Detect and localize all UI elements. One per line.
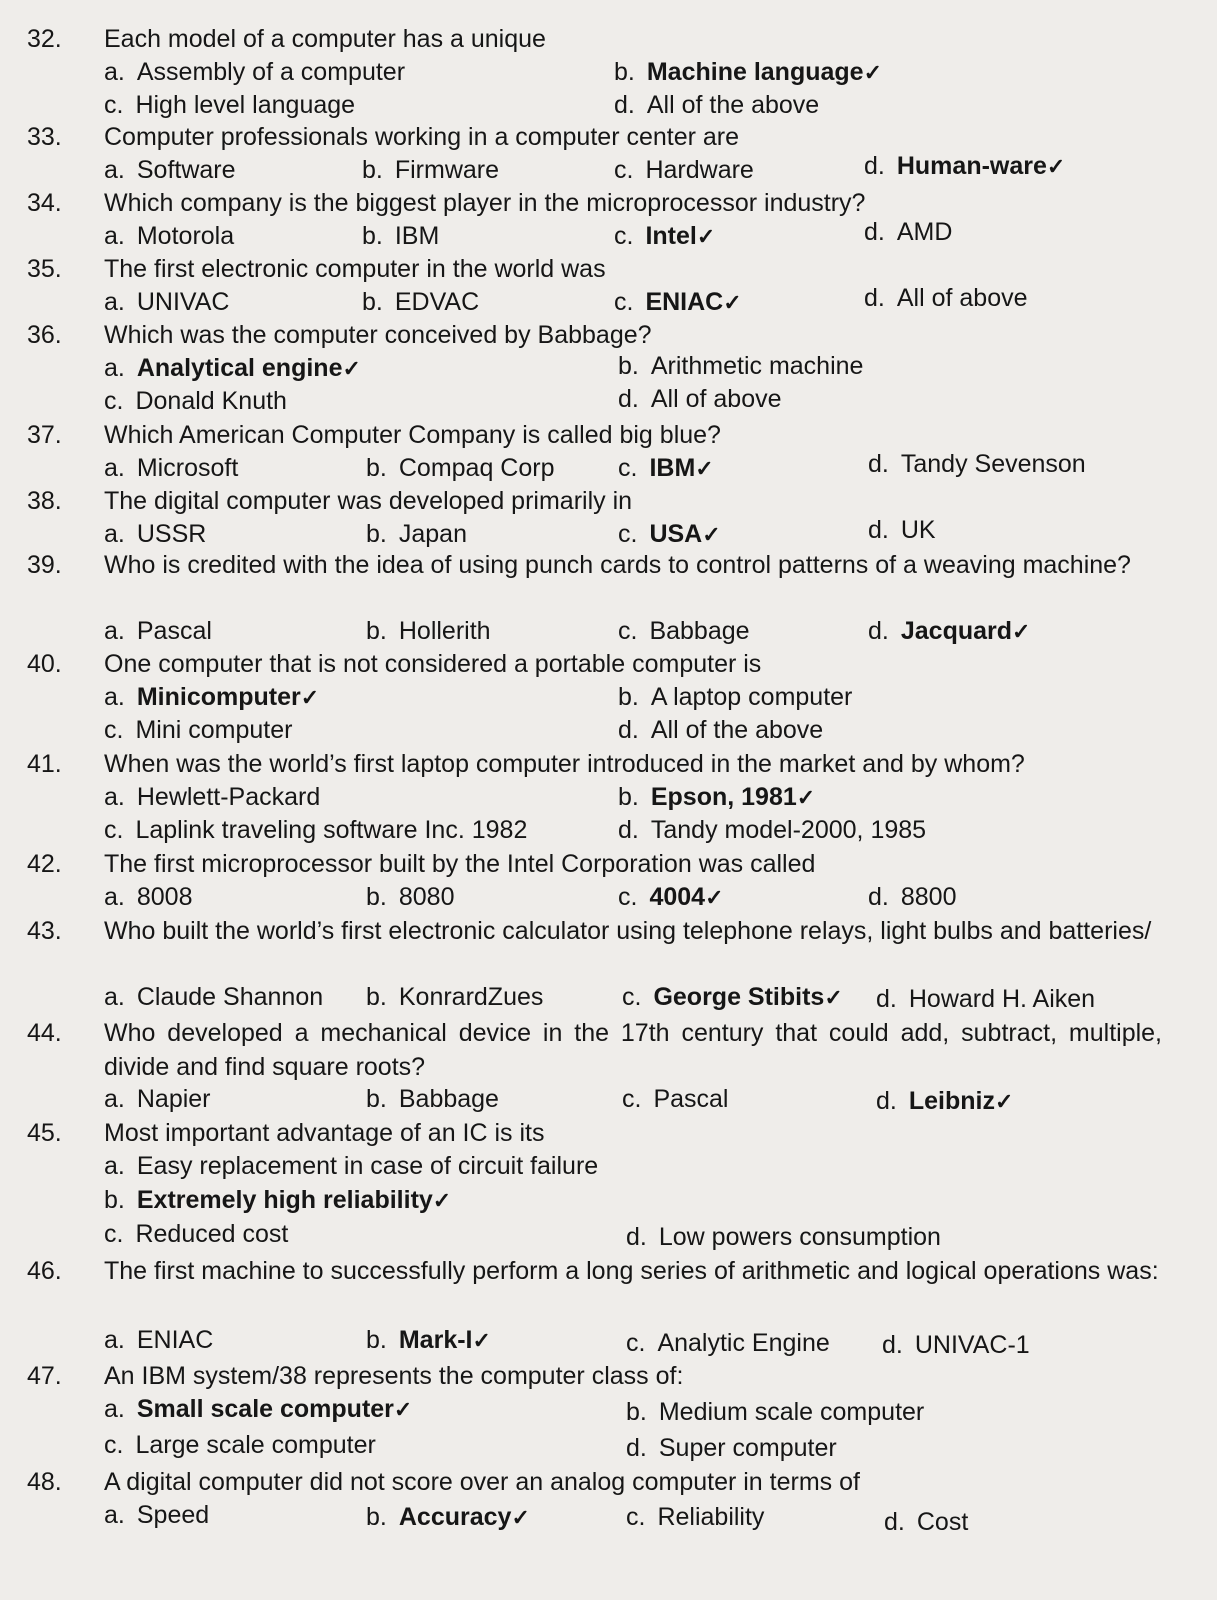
option-label: c. [614,156,634,184]
option-text: Large scale computer [135,1431,376,1459]
option-label: c. [618,454,638,482]
option-label: b. [618,783,639,811]
option-text: Motorola [136,222,235,250]
option-d [864,149,1065,184]
option-d [876,1084,1013,1119]
option-label: c. [104,816,124,844]
option-text: Hollerith [398,617,491,645]
option-a [104,780,320,814]
option-label: b. [366,883,387,911]
option-text: Laplink traveling software Inc. 1982 [135,816,528,844]
option-text: 8800 [900,883,957,911]
checkmark-icon: ✓ [695,456,714,481]
option-a [104,1149,598,1183]
option-label: d. [882,1331,903,1359]
checkmark-icon: ✓ [824,985,843,1010]
option-text: Intel [645,222,697,250]
option-label: d. [864,218,885,246]
option-text: Tandy model-2000, 1985 [650,816,927,844]
option-text: Babbage [649,617,750,645]
option-b [362,219,439,253]
option-text: Super computer [658,1434,837,1462]
question-text: An IBM system/38 represents the computer class of: [104,1362,684,1390]
option-a [104,285,229,319]
option-b [626,1395,924,1429]
option-text: Tandy Sevenson [900,450,1086,478]
option-text: Minicomputer [136,683,301,711]
option-label: a. [104,783,125,811]
option-d [868,880,956,914]
checkmark-icon: ✓ [393,1397,413,1422]
question-text: The first machine to successfully perform a long series of arithmetic and logical operations was: [104,1257,1159,1285]
option-text: AMD [896,218,953,246]
option-text: Donald Knuth [135,387,287,415]
option-a [104,1323,213,1357]
checkmark-icon: ✓ [1046,154,1066,179]
option-text: Pascal [136,617,212,645]
option-b [366,880,454,914]
option-label: b. [104,1186,125,1214]
option-c [614,285,742,320]
option-d [618,813,926,847]
option-a [104,517,206,551]
option-text: IBM [649,454,696,482]
option-c [104,88,355,122]
option-text: IBM [394,222,440,250]
question-text: Who built the world’s first electronic calculator using telephone relays, light bulbs and batteries/ [104,917,1152,945]
option-label: b. [366,1085,387,1113]
option-b [618,349,863,383]
option-label: a. [104,883,125,911]
question-text: One computer that is not considered a portable computer is [104,650,762,678]
option-label: c. [618,520,638,548]
checkmark-icon: ✓ [472,1328,491,1353]
option-text: Software [136,156,236,184]
option-label: a. [104,454,125,482]
option-text: UNIVAC-1 [914,1331,1030,1359]
option-label: d. [626,1434,647,1462]
option-text: Reliability [657,1503,765,1531]
option-text: Low powers consumption [658,1223,941,1251]
option-c [104,713,292,747]
option-text: Arithmetic machine [650,352,864,380]
option-label: d. [868,450,889,478]
option-label: b. [366,1326,387,1354]
question-number: 45. [27,1119,62,1147]
option-a [104,680,319,715]
option-label: a. [104,617,125,645]
option-text: Assembly of a computer [136,58,406,86]
option-label: a. [104,1501,125,1529]
option-label: b. [362,288,383,316]
option-text: Leibniz [908,1087,995,1115]
option-label: b. [362,156,383,184]
option-c [622,980,843,1015]
option-text: Jacquard [900,617,1013,645]
question-number: 43. [27,917,62,945]
option-text: All of above [896,284,1028,312]
option-label: d. [884,1508,905,1536]
option-text: Firmware [394,156,500,184]
checkmark-icon: ✓ [696,224,716,249]
option-c [104,813,527,847]
option-c [618,880,724,915]
option-text: Howard H. Aiken [908,985,1096,1013]
option-b [618,680,852,714]
option-label: a. [104,58,125,86]
option-b [104,1183,451,1218]
question-text: Who developed a mechanical device in the 17th century that could add, subtract, multiple, divide and find square roots? [104,1019,1162,1081]
checkmark-icon: ✓ [511,1505,530,1530]
option-text: USSR [136,520,207,548]
question-number: 33. [27,123,62,151]
option-label: d. [868,883,889,911]
option-b [366,980,543,1014]
option-d [864,215,952,249]
question-text: Which American Computer Company is called big blue? [104,421,721,449]
question-text: The digital computer was developed primarily in [104,487,633,515]
option-label: c. [622,983,642,1011]
option-c [618,614,750,648]
option-text: High level language [135,91,356,119]
option-text: Analytical engine [136,354,343,382]
option-d [614,88,819,122]
option-label: b. [626,1398,647,1426]
option-d [882,1328,1030,1362]
question-number: 46. [27,1257,62,1285]
option-text: EDVAC [394,288,480,316]
option-a [104,219,234,253]
option-b [614,55,882,90]
option-label: d. [868,617,889,645]
checkmark-icon: ✓ [723,290,742,315]
option-label: c. [618,883,638,911]
option-c [618,517,721,552]
option-label: d. [626,1223,647,1251]
option-text: 4004 [649,883,706,911]
option-d [868,614,1030,649]
option-a [104,614,212,648]
question-number: 42. [27,850,62,878]
option-text: Epson, 1981 [650,783,797,811]
option-b [366,1323,491,1358]
option-label: c. [614,222,634,250]
option-text: Hardware [645,156,754,184]
question-text: Which was the computer conceived by Babbage? [104,321,652,349]
question-number: 35. [27,255,62,283]
option-text: KonrardZues [398,983,544,1011]
option-b [366,1082,499,1116]
option-label: d. [618,385,639,413]
option-label: d. [618,816,639,844]
question-number: 38. [27,487,62,515]
option-label: b. [366,1503,387,1531]
option-text: Machine language [646,58,864,86]
checkmark-icon: ✓ [1012,619,1031,644]
option-text: Mark-I [398,1326,473,1354]
option-c [614,219,715,254]
option-a [104,1392,412,1427]
option-label: d. [614,91,635,119]
option-text: Japan [398,520,467,548]
option-label: a. [104,288,125,316]
option-a [104,1082,211,1116]
question-text: Who is credited with the idea of using punch cards to control patterns of a weaving machine? [104,551,1131,579]
option-label: a. [104,1326,125,1354]
option-label: c. [614,288,634,316]
option-label: b. [614,58,635,86]
option-text: Human-ware [896,152,1047,180]
option-text: ENIAC [136,1326,214,1354]
option-c [622,1082,729,1116]
option-text: All of the above [646,91,820,119]
option-text: 8008 [136,883,193,911]
question-number: 44. [27,1019,62,1047]
question-text: Each model of a computer has a unique [104,25,546,53]
question-number: 40. [27,650,62,678]
option-text: Babbage [398,1085,499,1113]
option-text: 8080 [398,883,455,911]
checkmark-icon: ✓ [705,885,724,910]
question-text: When was the world’s first laptop computer introduced in the market and by whom? [104,750,1025,778]
option-label: c. [104,1431,124,1459]
option-d [864,281,1028,315]
question-number: 47. [27,1362,62,1390]
option-text: UK [900,516,936,544]
option-text: Easy replacement in case of circuit failure [136,1152,599,1180]
option-label: c. [104,1220,124,1248]
option-label: a. [104,1152,125,1180]
option-c [104,1217,288,1251]
option-label: d. [864,284,885,312]
option-d [618,713,823,747]
option-text: George Stibits [653,983,825,1011]
option-label: a. [104,983,125,1011]
option-text: Analytic Engine [657,1329,830,1357]
option-label: b. [366,454,387,482]
option-label: d. [876,1087,897,1115]
option-label: a. [104,354,125,382]
option-label: c. [626,1503,646,1531]
option-text: Accuracy [398,1503,512,1531]
option-label: b. [366,617,387,645]
question-text: The first electronic computer in the world was [104,255,606,283]
option-text: Reduced cost [135,1220,289,1248]
option-label: a. [104,156,125,184]
option-label: d. [864,152,885,180]
option-b [618,780,815,815]
option-d [884,1505,968,1539]
option-d [876,982,1095,1016]
option-text: A laptop computer [650,683,853,711]
option-label: c. [618,617,638,645]
option-text: Napier [136,1085,211,1113]
option-text: ENIAC [645,288,724,316]
question-text: A digital computer did not score over an analog computer in terms of [104,1468,860,1496]
option-d [618,382,782,416]
option-d [626,1431,837,1465]
option-text: Mini computer [135,716,293,744]
option-label: a. [104,1085,125,1113]
option-label: c. [626,1329,646,1357]
option-b [366,1500,530,1535]
option-label: c. [104,716,124,744]
checkmark-icon: ✓ [702,522,721,547]
question-number: 34. [27,189,62,217]
checkmark-icon: ✓ [994,1089,1014,1114]
option-a [104,880,192,914]
option-label: d. [868,516,889,544]
question-text: The first microprocessor built by the Intel Corporation was called [104,850,816,878]
option-c [104,1428,376,1462]
option-text: Microsoft [136,454,239,482]
option-label: a. [104,520,125,548]
checkmark-icon: ✓ [432,1188,452,1213]
checkmark-icon: ✓ [300,685,320,710]
question-number: 36. [27,321,62,349]
option-a [104,980,323,1014]
option-label: b. [366,520,387,548]
option-c [614,153,754,187]
option-b [366,614,491,648]
checkmark-icon: ✓ [796,785,816,810]
option-c [618,451,714,486]
option-d [626,1220,941,1254]
option-label: d. [876,985,897,1013]
question-text: Which company is the biggest player in the microprocessor industry? [104,189,866,217]
question-number: 37. [27,421,62,449]
option-text: All of above [650,385,782,413]
option-a [104,351,361,386]
option-label: a. [104,683,125,711]
option-text: Small scale computer [136,1395,394,1423]
option-b [366,451,555,485]
option-b [362,153,499,187]
option-label: c. [104,91,124,119]
option-text: Pascal [653,1085,729,1113]
checkmark-icon: ✓ [863,60,883,85]
option-c [626,1326,830,1360]
option-a [104,1498,209,1532]
question-number: 32. [27,25,62,53]
option-b [362,285,479,319]
option-c [626,1500,764,1534]
question-number: 39. [27,551,62,579]
option-d [868,513,936,547]
option-label: d. [618,716,639,744]
option-label: a. [104,222,125,250]
option-b [366,517,467,551]
option-text: Hewlett-Packard [136,783,321,811]
question-text: Most important advantage of an IC is its [104,1119,545,1147]
option-a [104,153,236,187]
option-a [104,55,405,89]
option-text: Speed [136,1501,210,1529]
option-label: c. [104,387,124,415]
checkmark-icon: ✓ [342,356,361,381]
question-number: 48. [27,1468,62,1496]
option-label: b. [366,983,387,1011]
option-label: c. [622,1085,642,1113]
option-text: Cost [916,1508,969,1536]
question-text: Computer professionals working in a computer center are [104,123,740,151]
option-text: Claude Shannon [136,983,324,1011]
option-text: Medium scale computer [658,1398,925,1426]
option-label: b. [362,222,383,250]
option-c [104,384,287,418]
option-text: Compaq Corp [398,454,555,482]
question-number: 41. [27,750,62,778]
option-a [104,451,238,485]
option-text: USA [649,520,703,548]
option-text: UNIVAC [136,288,230,316]
option-d [868,447,1086,481]
option-text: Extremely high reliability [136,1186,433,1214]
option-text: All of the above [650,716,824,744]
option-label: b. [618,683,639,711]
option-label: a. [104,1395,125,1423]
option-label: b. [618,352,639,380]
